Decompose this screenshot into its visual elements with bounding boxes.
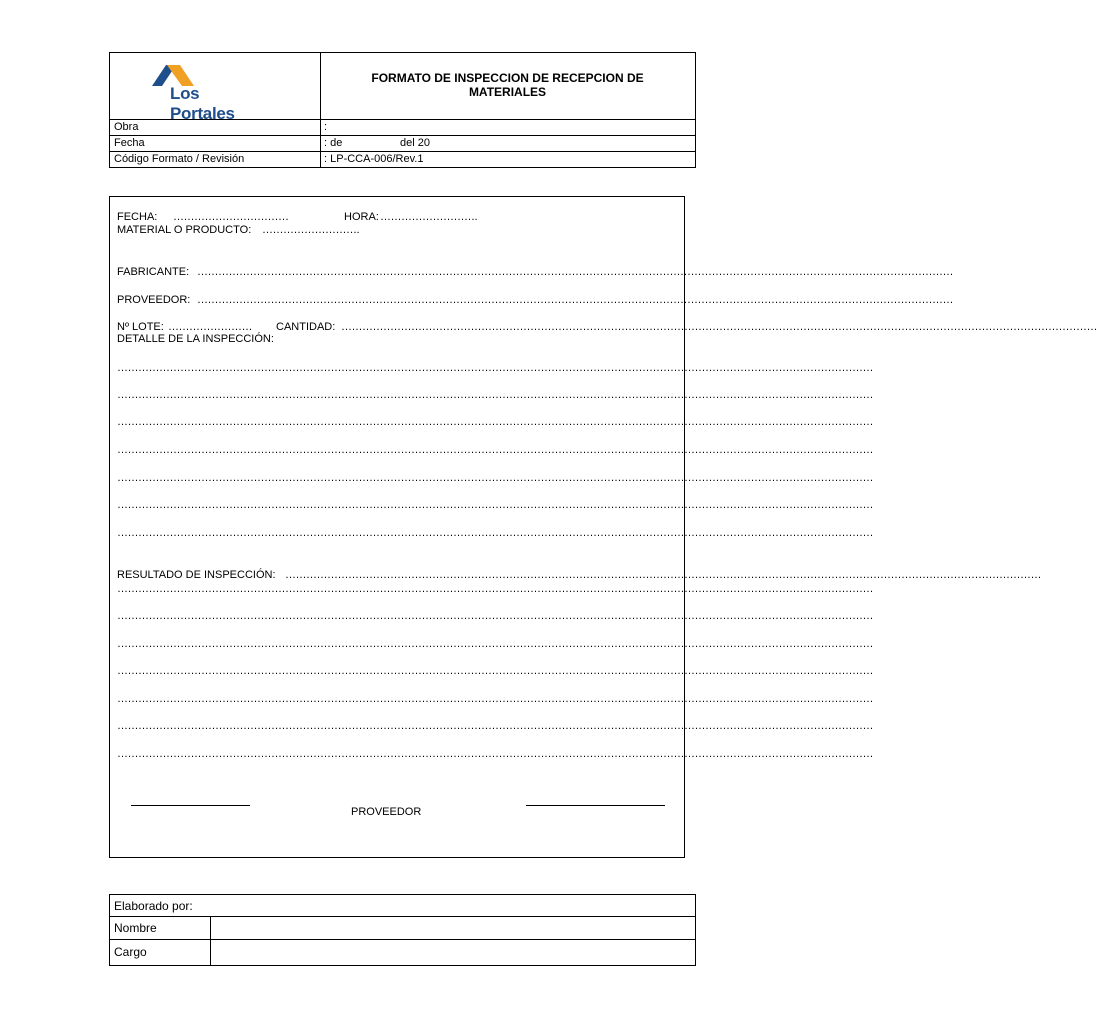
footer-table	[109, 894, 696, 966]
resultado-line: ………………………………………………………………………………………………………………………………………………………………………………………………	[117, 583, 873, 595]
proveedor-label: PROVEEDOR:	[117, 294, 191, 306]
hora-label: HORA:	[344, 211, 379, 223]
elaborado-label: Elaborado por:	[114, 899, 193, 913]
codigo-label: Código Formato / Revisión	[114, 153, 245, 165]
detalle-line: ………………………………………………………………………………………………………………………………………………………………………………………………	[117, 527, 873, 539]
detalle-line: ………………………………………………………………………………………………………………………………………………………………………………………………	[117, 472, 873, 484]
obra-label: Obra	[114, 121, 139, 133]
resultado-line: ………………………………………………………………………………………………………………………………………………………………………………………………	[117, 610, 873, 622]
signature-line-left	[131, 805, 250, 806]
header-col-divider	[320, 119, 321, 167]
fecha-label: FECHA:	[117, 211, 158, 223]
nombre-label: Nombre	[114, 921, 157, 935]
resultado-line: ………………………………………………………………………………………………………………………………………………………………………………………………	[117, 748, 873, 760]
resultado-line: ………………………………………………………………………………………………………………………………………………………………………………………………	[117, 693, 873, 705]
proveedor-dots: ………………………………………………………………………………………………………………………………………………………………………………………………	[197, 294, 953, 306]
fabricante-label: FABRICANTE:	[117, 266, 190, 278]
logo-text: Los Portales	[170, 84, 235, 123]
header-divider	[320, 52, 321, 119]
material-label: MATERIAL O PRODUCTO:	[117, 224, 252, 236]
signature-label: PROVEEDOR	[351, 806, 422, 818]
detalle-label: DETALLE DE LA INSPECCIÓN:	[117, 333, 274, 345]
form-title-line1: FORMATO DE INSPECCION DE RECEPCION DE	[371, 71, 644, 85]
detalle-line: ………………………………………………………………………………………………………………………………………………………………………………………………	[117, 416, 873, 428]
fecha-header-value-suffix: del 20	[400, 137, 430, 149]
detalle-line: ………………………………………………………………………………………………………………………………………………………………………………………………	[117, 444, 873, 456]
resultado-line: ………………………………………………………………………………………………………………………………………………………………………………………………	[117, 665, 873, 677]
header-rule-3	[109, 151, 696, 152]
detalle-line: ………………………………………………………………………………………………………………………………………………………………………………………………	[117, 362, 873, 374]
detalle-line: ………………………………………………………………………………………………………………………………………………………………………………………………	[117, 389, 873, 401]
company-logo	[150, 62, 260, 123]
fecha-header-label: Fecha	[114, 137, 145, 149]
detalle-line: ………………………………………………………………………………………………………………………………………………………………………………………………	[117, 499, 873, 511]
signature-line-right	[526, 805, 665, 806]
resultado-line: ………………………………………………………………………………………………………………………………………………………………………………………………	[117, 638, 873, 650]
cantidad-label: CANTIDAD:	[276, 321, 336, 333]
fecha-header-value-prefix: : de	[324, 137, 343, 149]
cargo-label: Cargo	[114, 945, 147, 959]
obra-value: :	[324, 121, 328, 133]
form-title-line2: MATERIALES	[468, 85, 547, 99]
resultado-dots: ………………………………………………………………………………………………………………………………………………………………………………………………	[285, 569, 1041, 581]
footer-rule-2	[109, 939, 696, 940]
fabricante-dots: ………………………………………………………………………………………………………………………………………………………………………………………………	[197, 266, 953, 278]
cantidad-dots: ………………………………………………………………………………………………………………………………………………………………………………………………	[341, 321, 1097, 333]
material-dots: ……………………….	[262, 224, 360, 236]
footer-col-divider	[210, 916, 211, 966]
fecha-dots: ……………………………	[173, 211, 289, 223]
codigo-value: : LP-CCA-006/Rev.1	[324, 153, 424, 165]
resultado-label: RESULTADO DE INSPECCIÓN:	[117, 569, 276, 581]
footer-rule-1	[109, 916, 696, 917]
hora-dots: ……………………….	[380, 211, 478, 223]
resultado-line: ………………………………………………………………………………………………………………………………………………………………………………………………	[117, 720, 873, 732]
lote-label: Nº LOTE:	[117, 321, 164, 333]
header-rule-2	[109, 135, 696, 136]
lote-dots: ……………………	[168, 321, 252, 333]
